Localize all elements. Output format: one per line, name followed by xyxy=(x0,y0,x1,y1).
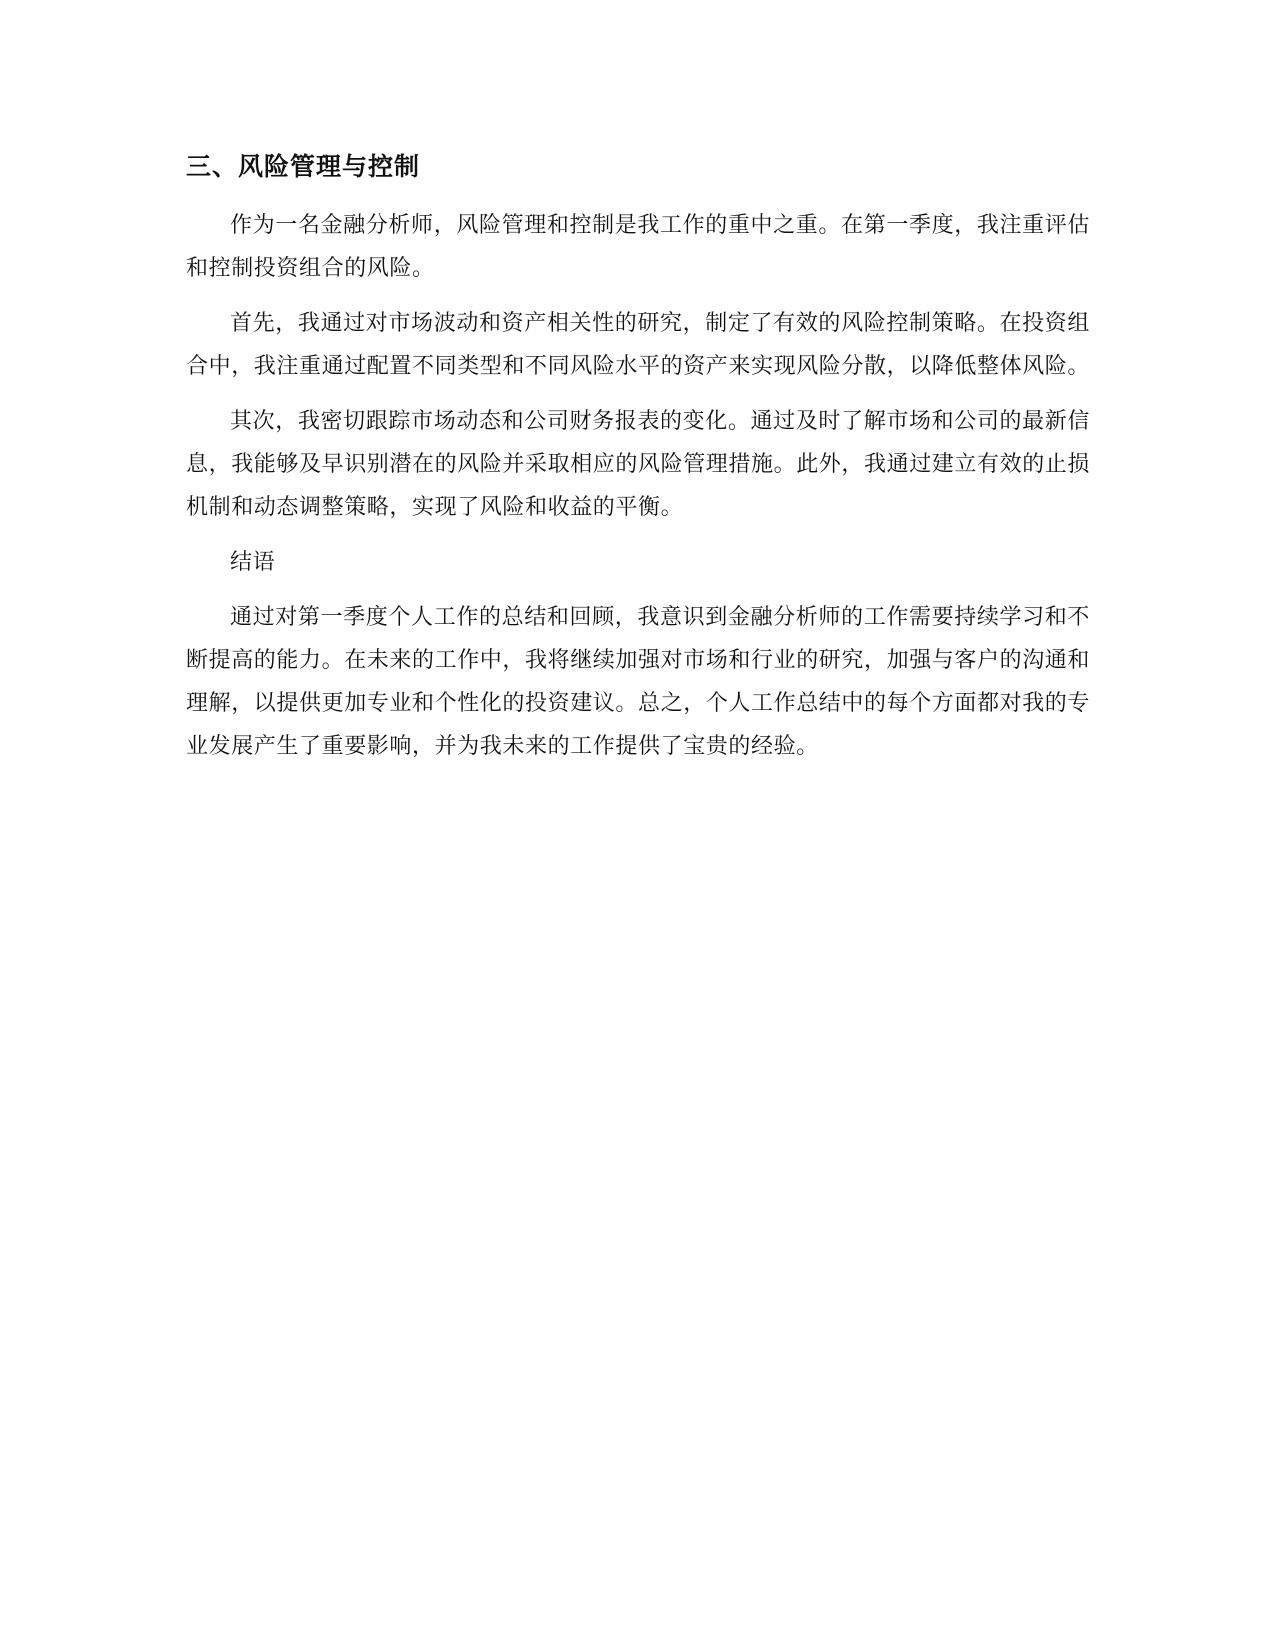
section-paragraph-2: 首先，我通过对市场波动和资产相关性的研究，制定了有效的风险控制策略。在投资组合中，我注重通过配置不同类型和不同风险水平的资产来实现风险分散，以降低整体风险。 xyxy=(186,311,1091,379)
section-paragraph-1: 作为一名金融分析师，风险管理和控制是我工作的重中之重。在第一季度，我注重评估和控制投资组合的风险。 xyxy=(186,213,1090,281)
section-heading: 三、风险管理与控制 xyxy=(186,152,421,181)
conclusion-paragraph: 通过对第一季度个人工作的总结和回顾，我意识到金融分析师的工作需要持续学习和不断提高的能力。在未来的工作中，我将继续加强对市场和行业的研究，加强与客户的沟通和理解，以提供更加专业和个性化的投资建议。总之，个人工作总结中的每个方面都对我的专业发展产生了重要影响，并为我未来的工作提供了宝贵的经验。 xyxy=(186,605,1091,759)
section-paragraph-3: 其次，我密切跟踪市场动态和公司财务报表的变化。通过及时了解市场和公司的最新信息，我能够及早识别潜在的风险并采取相应的风险管理措施。此外，我通过建立有效的止损机制和动态调整策略，实现了风险和收益的平衡。 xyxy=(186,409,1091,520)
document-page xyxy=(186,150,1090,780)
conclusion-heading: 结语 xyxy=(230,550,276,575)
